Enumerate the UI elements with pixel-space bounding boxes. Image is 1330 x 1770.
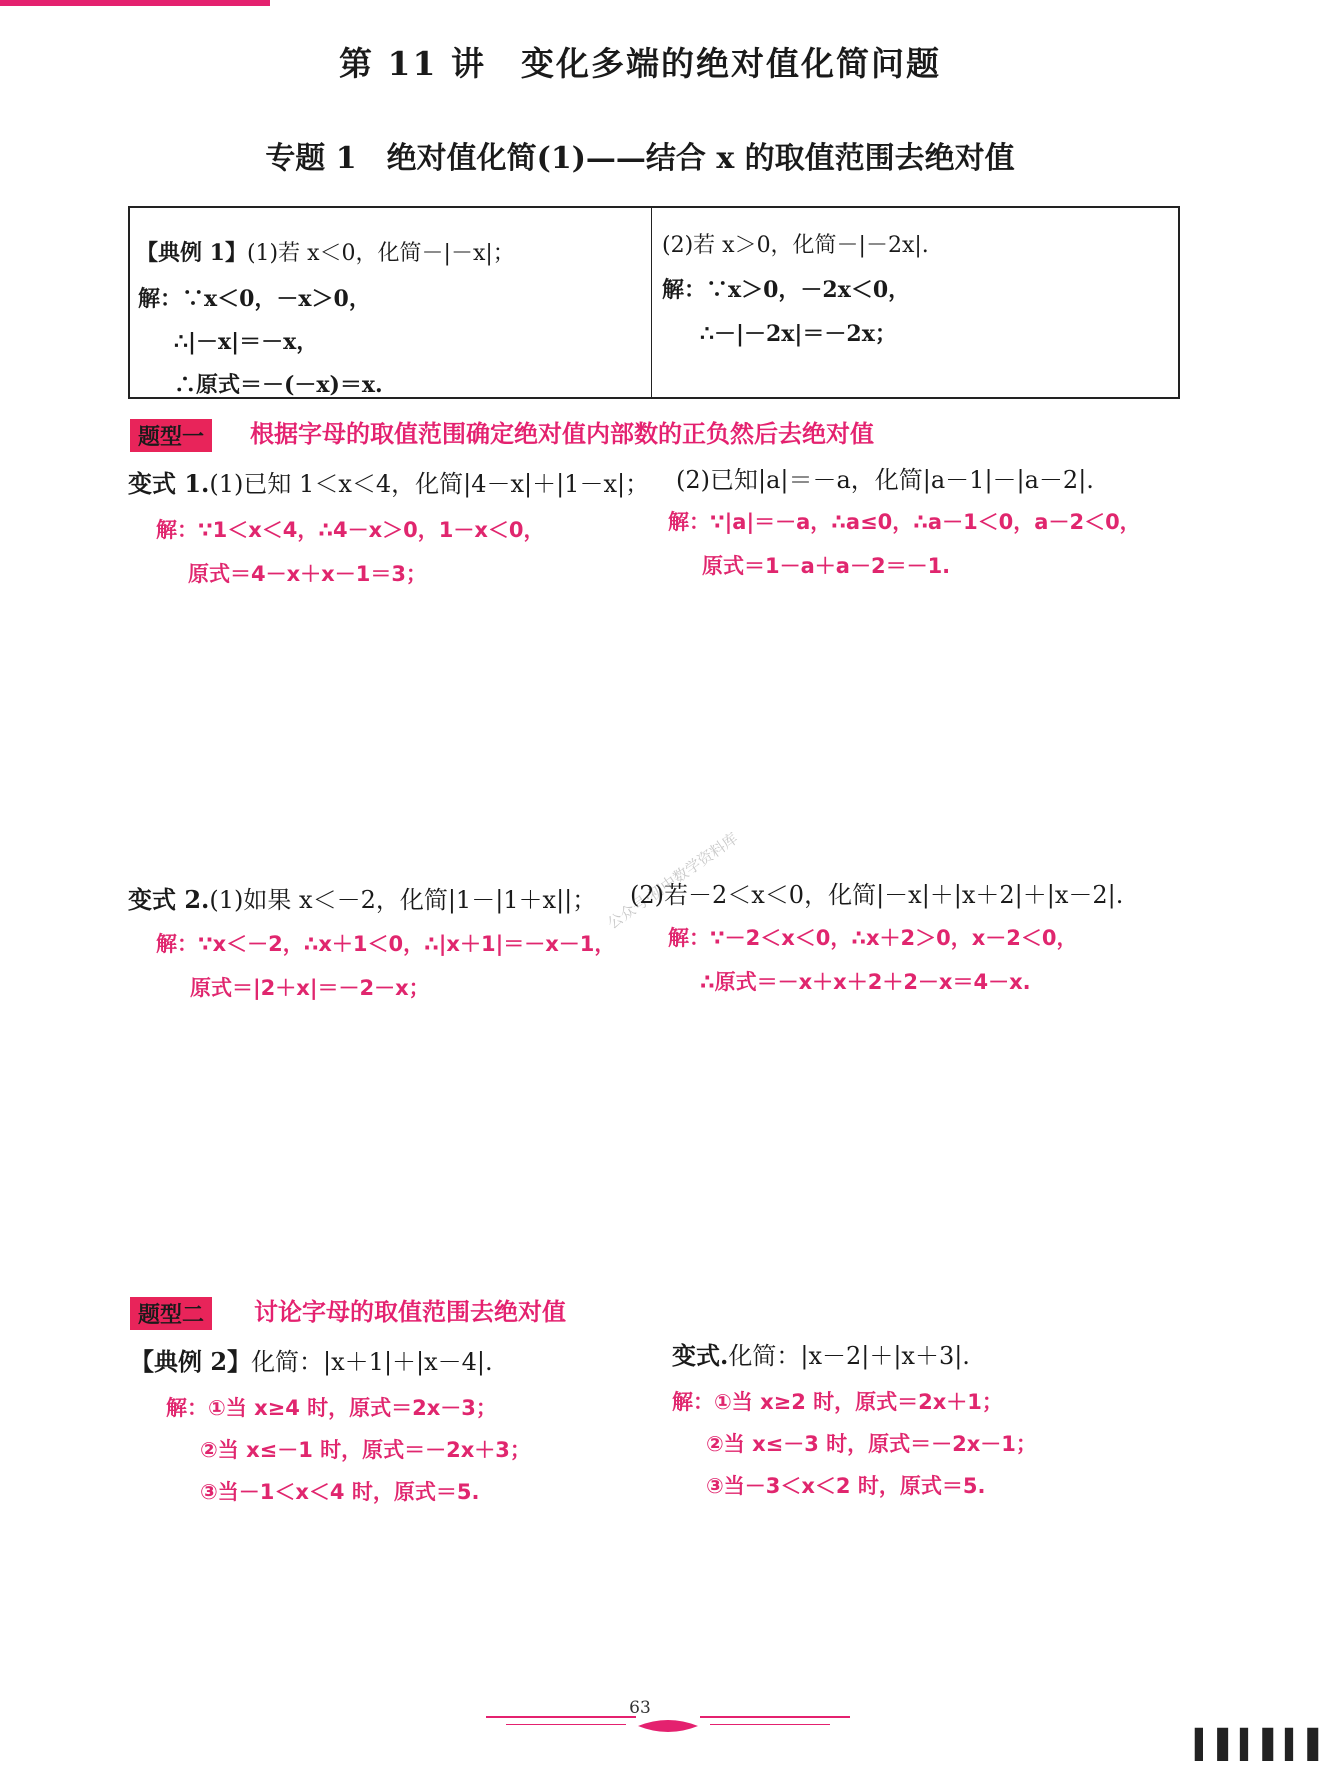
top-decoration-band (0, 0, 270, 6)
variant1-question-2: (2)已知|a|＝－a，化简|a－1|－|a－2|. (676, 466, 1094, 494)
variant2-solution1-line-2: 原式＝|2＋x|＝－2－x； (190, 976, 430, 1000)
type2-tag: 题型二 (130, 1297, 212, 1330)
example2-solution-line-1: 解：①当 x≥4 时，原式＝2x－3； (166, 1396, 497, 1420)
example2-question (130, 1342, 493, 1377)
footer-line-left-thin (506, 1724, 626, 1725)
variant1-question-1 (128, 464, 649, 499)
variant1-solution1-line-1: 解：∵1＜x＜4，∴4－x＞0，1－x＜0， (156, 518, 545, 542)
example2-solution-line-2: ②当 x≤－1 时，原式＝－2x＋3； (200, 1438, 531, 1462)
type1-tag: 题型一 (130, 419, 212, 452)
page-number: 63 (629, 1698, 651, 1718)
variant2-label: 变式 2. (128, 885, 210, 914)
variant3-q-text: 化简：|x－2|＋|x＋3|. (728, 1342, 970, 1370)
example2-solution-line-3: ③当－1＜x＜4 时，原式＝5. (200, 1480, 480, 1504)
variant2-solution1-line-1: 解：∵x＜－2，∴x＋1＜0，∴|x＋1|＝－x－1， (156, 932, 616, 956)
variant1-solution2-line-1: 解：∵|a|＝－a，∴a≤0，∴a－1＜0，a－2＜0， (668, 510, 1141, 534)
example1-solution-line-1: 解：∵x＜0，－x＞0， (138, 286, 371, 312)
variant3-solution-line-1: 解：①当 x≥2 时，原式＝2x＋1； (672, 1390, 1003, 1414)
barcode-decoration-icon: ▍▌▍▌▍▌ (1195, 1728, 1330, 1761)
example1-solution-line-3: ∴原式＝－(－x)＝x. (174, 372, 383, 398)
example1-right-solution-line-1: 解：∵x＞0，－2x＜0， (662, 277, 911, 303)
variant2-solution2-line-1: 解：∵－2＜x＜0，∴x＋2＞0，x－2＜0， (668, 926, 1078, 950)
footer-book-icon (636, 1716, 700, 1736)
variant2-question-1 (128, 880, 596, 915)
variant1-label: 变式 1. (128, 469, 210, 498)
example1-box-divider (651, 206, 652, 397)
variant3-solution-line-2: ②当 x≤－3 时，原式＝－2x－1； (706, 1432, 1037, 1456)
watermark-text: 公众号·初中数学资料库 (604, 829, 742, 933)
variant3-solution-line-3: ③当－3＜x＜2 时，原式＝5. (706, 1474, 986, 1498)
example1-question-1 (136, 236, 515, 267)
type2-title: 讨论字母的取值范围去绝对值 (254, 1298, 566, 1326)
footer-line-right-thin (710, 1724, 830, 1725)
variant2-question-2: (2)若－2＜x＜0，化简|－x|＋|x＋2|＋|x－2|. (630, 881, 1124, 909)
lecture-title: 第 11 讲 变化多端的绝对值化简问题 (339, 44, 941, 83)
variant1-solution2-line-2: 原式＝1－a＋a－2＝－1. (702, 554, 951, 578)
example2-q-text: 化简：|x＋1|＋|x－4|. (251, 1348, 493, 1376)
example1-label: 【典例 1】 (136, 240, 247, 266)
example1-question-2: (2)若 x＞0，化简－|－2x|. (662, 233, 929, 258)
variant2-q1-text: (1)如果 x＜－2，化简|1－|1＋x||； (209, 886, 597, 914)
variant2-solution2-line-2: ∴原式＝－x＋x＋2＋2－x＝4－x. (700, 970, 1031, 994)
type1-title: 根据字母的取值范围确定绝对值内部数的正负然后去绝对值 (250, 420, 874, 448)
variant1-solution1-line-2: 原式＝4－x＋x－1＝3； (188, 562, 427, 586)
example1-right-solution-line-2: ∴－|－2x|＝－2x； (700, 321, 897, 347)
variant3-label: 变式. (672, 1341, 729, 1370)
variant3-question (672, 1336, 970, 1371)
example1-solution-line-2: ∴|－x|＝－x， (174, 329, 319, 355)
example1-q1-text: (1)若 x＜0，化简－|－x|； (246, 241, 515, 266)
example2-label: 【典例 2】 (130, 1347, 252, 1376)
topic-subtitle: 专题 1 绝对值化简(1)——结合 x 的取值范围去绝对值 (265, 141, 1015, 176)
variant1-q1-text: (1)已知 1＜x＜4，化简|4－x|＋|1－x|； (209, 470, 650, 498)
